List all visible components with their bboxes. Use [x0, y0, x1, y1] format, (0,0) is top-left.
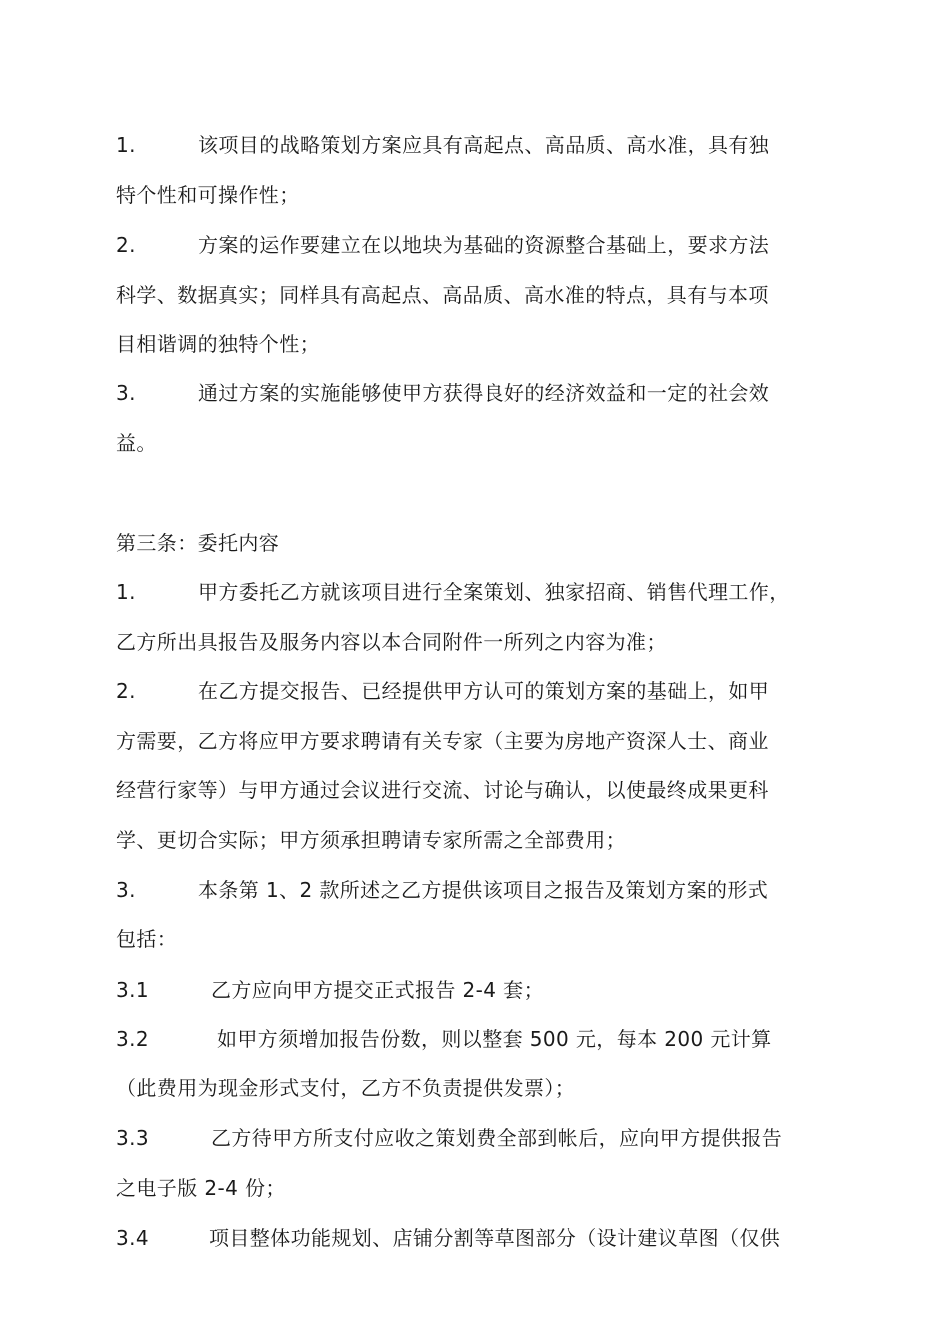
subclause-text: 项目整体功能规划、店铺分割等草图部分（设计建议草图（仅供	[209, 1226, 781, 1250]
subitem-3-2-line-2: （此费用为现金形式支付，乙方不负责提供发票）；	[116, 1076, 576, 1100]
subclause-number: 3.3	[116, 1126, 150, 1150]
subitem-3-4-line-1	[116, 1223, 836, 1253]
clause-number: 3.	[116, 878, 136, 902]
subclause-text: 乙方应向甲方提交正式报告 2-4 套；	[211, 978, 544, 1002]
clause-text: 通过方案的实施能够使甲方获得良好的经济效益和一定的社会效	[198, 381, 770, 405]
subclause-text: 如甲方须增加报告份数，则以整套 500 元，每本 200 元计算	[217, 1027, 772, 1051]
content-item-2-line-3: 经营行家等）与甲方通过会议进行交流、讨论与确认，以使最终成果更科	[116, 778, 769, 802]
clause-item-2-line-2: 科学、数据真实；同样具有高起点、高品质、高水准的特点，具有与本项	[116, 283, 769, 307]
clause-item-1-line-2: 特个性和可操作性；	[116, 183, 300, 207]
clause-item-1-line-1	[116, 130, 836, 160]
clause-text: 方案的运作要建立在以地块为基础的资源整合基础上，要求方法	[198, 233, 770, 257]
subclause-number: 3.1	[116, 978, 150, 1002]
content-item-1-line-1	[116, 577, 836, 607]
clause-text: 甲方委托乙方就该项目进行全案策划、独家招商、销售代理工作，	[198, 580, 790, 604]
content-item-3-line-1	[116, 875, 836, 905]
clause-number: 2.	[116, 679, 136, 703]
clause-text: 在乙方提交报告、已经提供甲方认可的策划方案的基础上，如甲	[198, 679, 770, 703]
subitem-3-2-line-1	[116, 1024, 836, 1054]
clause-item-3-line-1	[116, 378, 836, 408]
clause-text: 该项目的战略策划方案应具有高起点、高品质、高水准，具有独	[198, 133, 770, 157]
subitem-3-1	[116, 975, 836, 1005]
content-item-1-line-2: 乙方所出具报告及服务内容以本合同附件一所列之内容为准；	[116, 630, 667, 654]
subclause-number: 3.2	[116, 1027, 150, 1051]
section-heading: 第三条：委托内容	[116, 531, 280, 555]
clause-number: 1.	[116, 133, 136, 157]
subclause-number: 3.4	[116, 1226, 150, 1250]
clause-item-2-line-1	[116, 230, 836, 260]
clause-number: 2.	[116, 233, 136, 257]
content-item-2-line-1	[116, 676, 836, 706]
clause-number: 3.	[116, 381, 136, 405]
clause-item-2-line-3: 目相谐调的独特个性；	[116, 332, 320, 356]
subclause-text: 乙方待甲方所支付应收之策划费全部到帐后，应向甲方提供报告	[211, 1126, 783, 1150]
clause-number: 1.	[116, 580, 136, 604]
clause-item-3-line-2: 益。	[116, 431, 157, 455]
subitem-3-3-line-1	[116, 1123, 836, 1153]
clause-text: 本条第 1、2 款所述之乙方提供该项目之报告及策划方案的形式	[198, 878, 769, 902]
content-item-2-line-2: 方需要，乙方将应甲方要求聘请有关专家（主要为房地产资深人士、商业	[116, 729, 769, 753]
subitem-3-3-line-2: 之电子版 2-4 份；	[116, 1176, 286, 1200]
content-item-2-line-4: 学、更切合实际；甲方须承担聘请专家所需之全部费用；	[116, 828, 626, 852]
content-item-3-line-2: 包括：	[116, 927, 178, 951]
